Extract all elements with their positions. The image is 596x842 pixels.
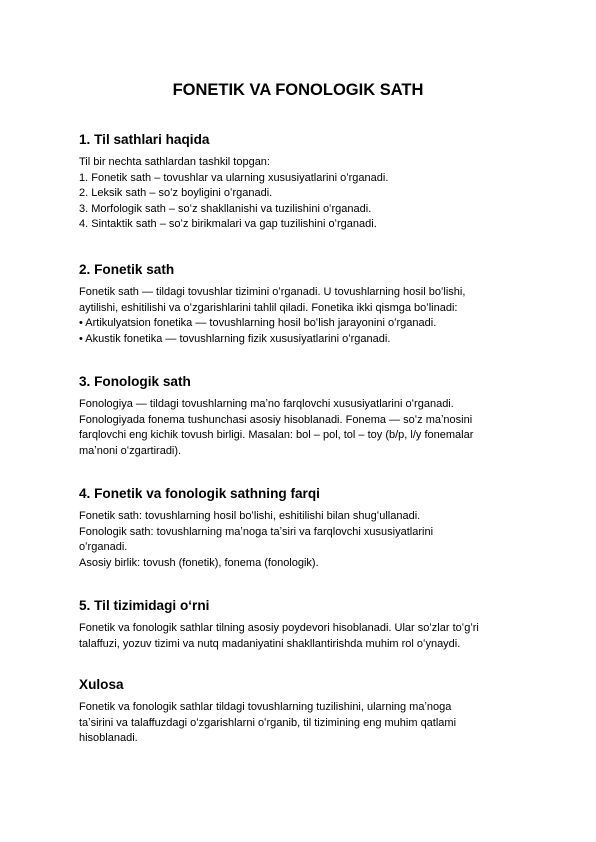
section-heading: 5. Til tizimidagi oʻrni <box>79 598 210 613</box>
section-farqi <box>79 485 541 571</box>
section-heading: Xulosa <box>79 677 124 692</box>
paragraph-line: Fonetik sath — tildagi tovushlar tizimini oʻrganadi. U tovushlarning hosil boʻlishi, <box>79 286 466 298</box>
section-heading: 2. Fonetik sath <box>79 262 175 277</box>
list-item: 1. Fonetik sath – tovushlar va ularning xususiyatlarini oʻrganadi. <box>79 171 389 184</box>
section-fonologik-sath <box>79 373 541 459</box>
list-item: 4. Sintaktik sath – soʻz birikmalari va gap tuzilishini oʻrganadi. <box>79 218 377 230</box>
list-item: 2. Leksik sath – soʻz boyligini oʻrganadi. <box>79 187 273 199</box>
paragraph-line: maʼnoni oʻzgartiradi). <box>79 444 182 457</box>
bullet-item: • Artikulyatsion fonetika — tovushlarning hosil boʻlish jarayonini oʻrganadi. <box>79 317 437 329</box>
section-heading: 1. Til sathlari haqida <box>79 132 210 147</box>
section-til-sathlari <box>79 131 541 233</box>
paragraph-line: Asosiy birlik: tovush (fonetik), fonema (fonologik). <box>79 556 319 569</box>
paragraph-line: farqlovchi eng kichik tovush birligi. Masalan: bol – pol, tol – toy (b/p, l/y fonemalar <box>79 429 474 441</box>
paragraph-line: Fonetik sath: tovushlarning hosil boʻlishi, eshitilishi bilan shugʻullanadi. <box>79 510 421 522</box>
section-til-tizimidagi-orni <box>79 597 541 652</box>
section-heading: 3. Fonologik sath <box>79 374 191 389</box>
paragraph-line: taʼsirini va talaffuzdagi oʻzgarishlarni oʻrganib, til tizimining eng muhim qatlami <box>79 716 457 729</box>
paragraph-line: Fonologiya — tildagi tovushlarning maʼno farqlovchi xususiyatlarini oʻrganadi. <box>79 398 454 410</box>
list-item: 3. Morfologik sath – soʻz shakllanishi va tuzilishini oʻrganadi. <box>79 202 372 215</box>
document-title: FONETIK VA FONOLOGIK SATH <box>172 81 424 99</box>
section-heading: 4. Fonetik va fonologik sathning farqi <box>79 486 320 501</box>
paragraph-line: Fonologik sath: tovushlarning maʼnoga taʼsiri va farqlovchi xususiyatlarini <box>79 525 434 538</box>
paragraph-line: Fonetik va fonologik sathlar tilning asosiy poydevori hisoblanadi. Ular soʻzlar toʻgʻri <box>79 622 479 634</box>
paragraph-line: hisoblanadi. <box>79 732 138 744</box>
bullet-item: • Akustik fonetika — tovushlarning fizik xususiyatlarini oʻrganadi. <box>79 332 391 345</box>
paragraph-line: oʻrganadi. <box>79 541 128 553</box>
section-fonetik-sath <box>79 261 541 347</box>
section-xulosa <box>79 676 541 747</box>
paragraph-line: Fonologiyada fonema tushunchasi asosiy hisoblanadi. Fonema — soʻz maʼnosini <box>79 413 473 426</box>
paragraph-line: Til bir nechta sathlardan tashkil topgan: <box>79 156 270 168</box>
paragraph-line: talaffuzi, yozuv tizimi va nutq madaniyatini shakllantirishda muhim rol oʻynaydi. <box>79 637 461 650</box>
paragraph-line: aytilishi, eshitilishi va oʻzgarishlarini tahlil qiladi. Fonetika ikki qismga boʻlinadi: <box>79 301 458 314</box>
paragraph-line: Fonetik va fonologik sathlar tildagi tovushlarning tuzilishini, ularning maʼnoga <box>79 701 452 713</box>
